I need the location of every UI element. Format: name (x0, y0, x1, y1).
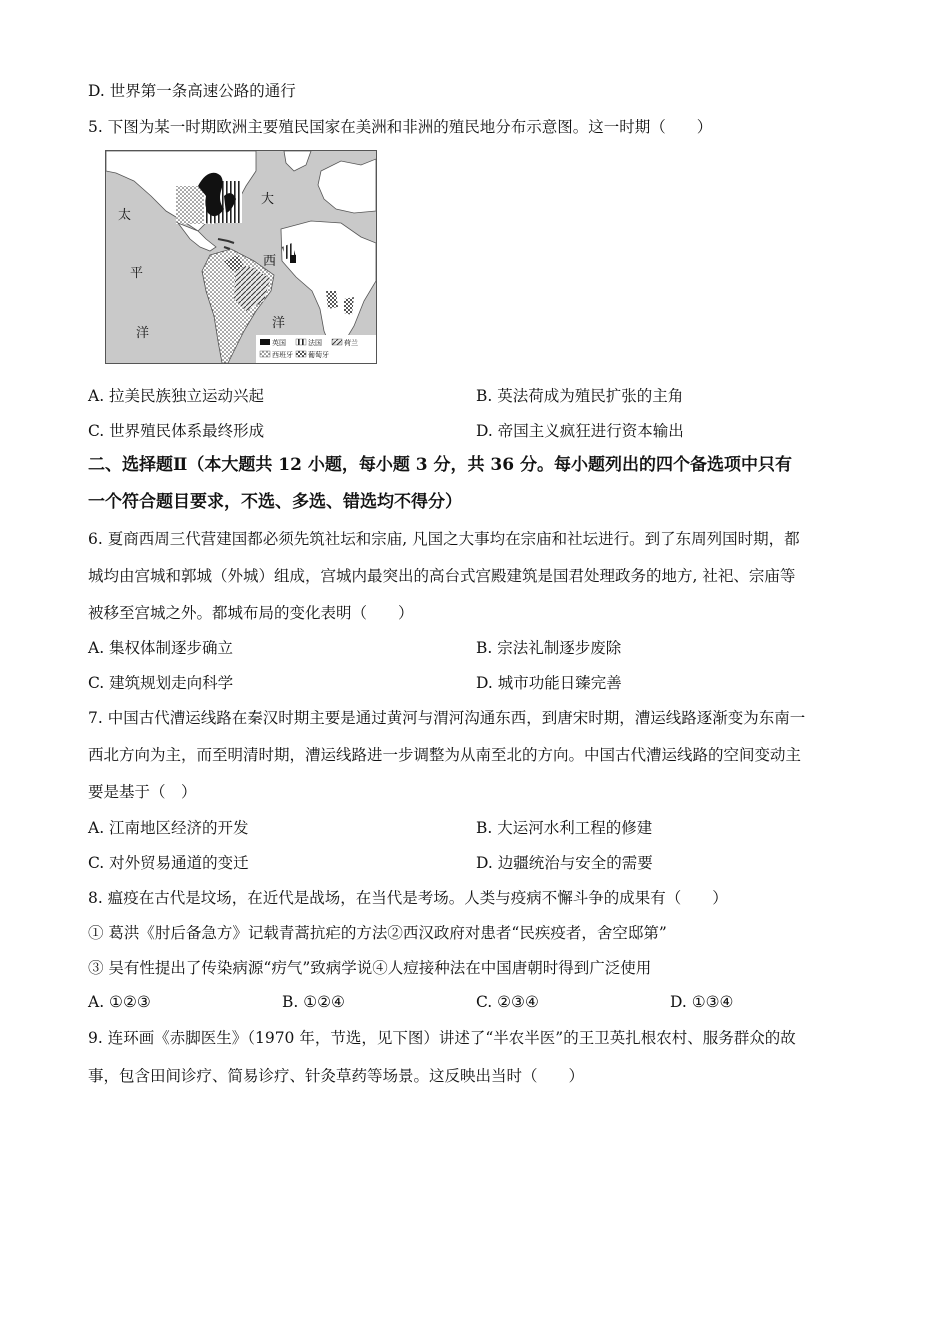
legend-netherlands: 荷兰 (344, 339, 358, 347)
legend-england: 英国 (272, 339, 286, 347)
prev-option-d: D. 世界第一条高速公路的通行 (88, 82, 296, 100)
q7-option-a[interactable]: A. 江南地区经济的开发 (88, 819, 249, 837)
q8-option-c[interactable]: C. ②③④ (476, 993, 539, 1011)
map-label-da: 大 (261, 192, 275, 207)
q7-option-d[interactable]: D. 边疆统治与安全的需要 (476, 854, 653, 872)
q5-option-b[interactable]: B. 英法荷成为殖民扩张的主角 (476, 387, 684, 405)
q6-stem-line2: 城均由宫城和郭城（外城）组成，宫城内最突出的高台式宫殿建筑是国君处理政务的地方, 社祀、宗庙等 (88, 567, 796, 585)
q6-option-c[interactable]: C. 建筑规划走向科学 (88, 674, 234, 692)
q5-stem: 5. 下图为某一时期欧洲主要殖民国家在美洲和非洲的殖民地分布示意图。这一时期（ ） (88, 118, 713, 136)
colonial-map-figure (106, 151, 376, 363)
q7-option-b[interactable]: B. 大运河水利工程的修建 (476, 819, 653, 837)
q6-stem-line3: 被移至宫城之外。都城布局的变化表明（ ） (88, 604, 414, 622)
q9-stem-line2: 事，包含田间诊疗、简易诊疗、针灸草药等场景。这反映出当时（ ） (88, 1067, 585, 1085)
map-label-yang1: 洋 (136, 326, 150, 341)
q7-stem-line3: 要是基于（ ） (88, 783, 197, 801)
q8-stem-line1: 8. 瘟疫在古代是坟场，在近代是战场，在当代是考场。人类与疫病不懈斗争的成果有（ ） (88, 889, 728, 907)
q7-option-c[interactable]: C. 对外贸易通道的变迁 (88, 854, 249, 872)
q8-option-a[interactable]: A. ①②③ (88, 993, 151, 1011)
q9-stem-line1: 9. 连环画《赤脚医生》（1970 年，节选，见下图）讲述了“半农半医”的王卫英扎根农村、服务群众的故 (88, 1029, 796, 1047)
q5-option-a[interactable]: A. 拉美民族独立运动兴起 (88, 387, 265, 405)
colonial-map (105, 150, 377, 364)
map-label-yang2: 洋 (272, 316, 286, 331)
q5-option-d[interactable]: D. 帝国主义疯狂进行资本输出 (476, 422, 684, 440)
q6-stem-line1: 6. 夏商西周三代营建国都必须先筑社坛和宗庙, 凡国之大事均在宗庙和社坛进行。到了东周列国时期，都 (88, 530, 800, 548)
q8-stem-line3: ③ 吴有性提出了传染病源“疠气”致病学说④人痘接种法在中国唐朝时得到广泛使用 (88, 959, 652, 977)
section2-heading-line2: 一个符合题目要求，不选、多选、错选均不得分） (88, 492, 462, 512)
section2-heading-line1: 二、选择题Ⅱ（本大题共 12 小题，每小题 3 分，共 36 分。每小题列出的四个备选项中只有 (88, 455, 792, 475)
q5-option-c[interactable]: C. 世界殖民体系最终形成 (88, 422, 265, 440)
map-label-tai: 太 (118, 208, 132, 223)
legend-france: 法国 (308, 339, 322, 347)
q7-stem-line2: 西北方向为主，而至明清时期，漕运线路进一步调整为从南至北的方向。中国古代漕运线路的空间变动主 (88, 746, 802, 764)
q8-stem-line2: ① 葛洪《肘后备急方》记载青蒿抗疟的方法②西汉政府对患者“民疾疫者，舍空邸第” (88, 924, 667, 942)
q8-option-d[interactable]: D. ①③④ (670, 993, 734, 1011)
legend-spain: 西班牙 (272, 351, 293, 359)
map-label-xi: 西 (263, 254, 277, 269)
map-label-ping: 平 (130, 266, 144, 281)
q6-option-a[interactable]: A. 集权体制逐步确立 (88, 639, 234, 657)
legend-portugal: 葡萄牙 (308, 351, 329, 359)
q6-option-b[interactable]: B. 宗法礼制逐步废除 (476, 639, 622, 657)
q8-option-b[interactable]: B. ①②④ (282, 993, 345, 1011)
q7-stem-line1: 7. 中国古代漕运线路在秦汉时期主要是通过黄河与渭河沟通东西，到唐宋时期，漕运线路逐渐变为东南一 (88, 709, 806, 727)
q6-option-d[interactable]: D. 城市功能日臻完善 (476, 674, 622, 692)
